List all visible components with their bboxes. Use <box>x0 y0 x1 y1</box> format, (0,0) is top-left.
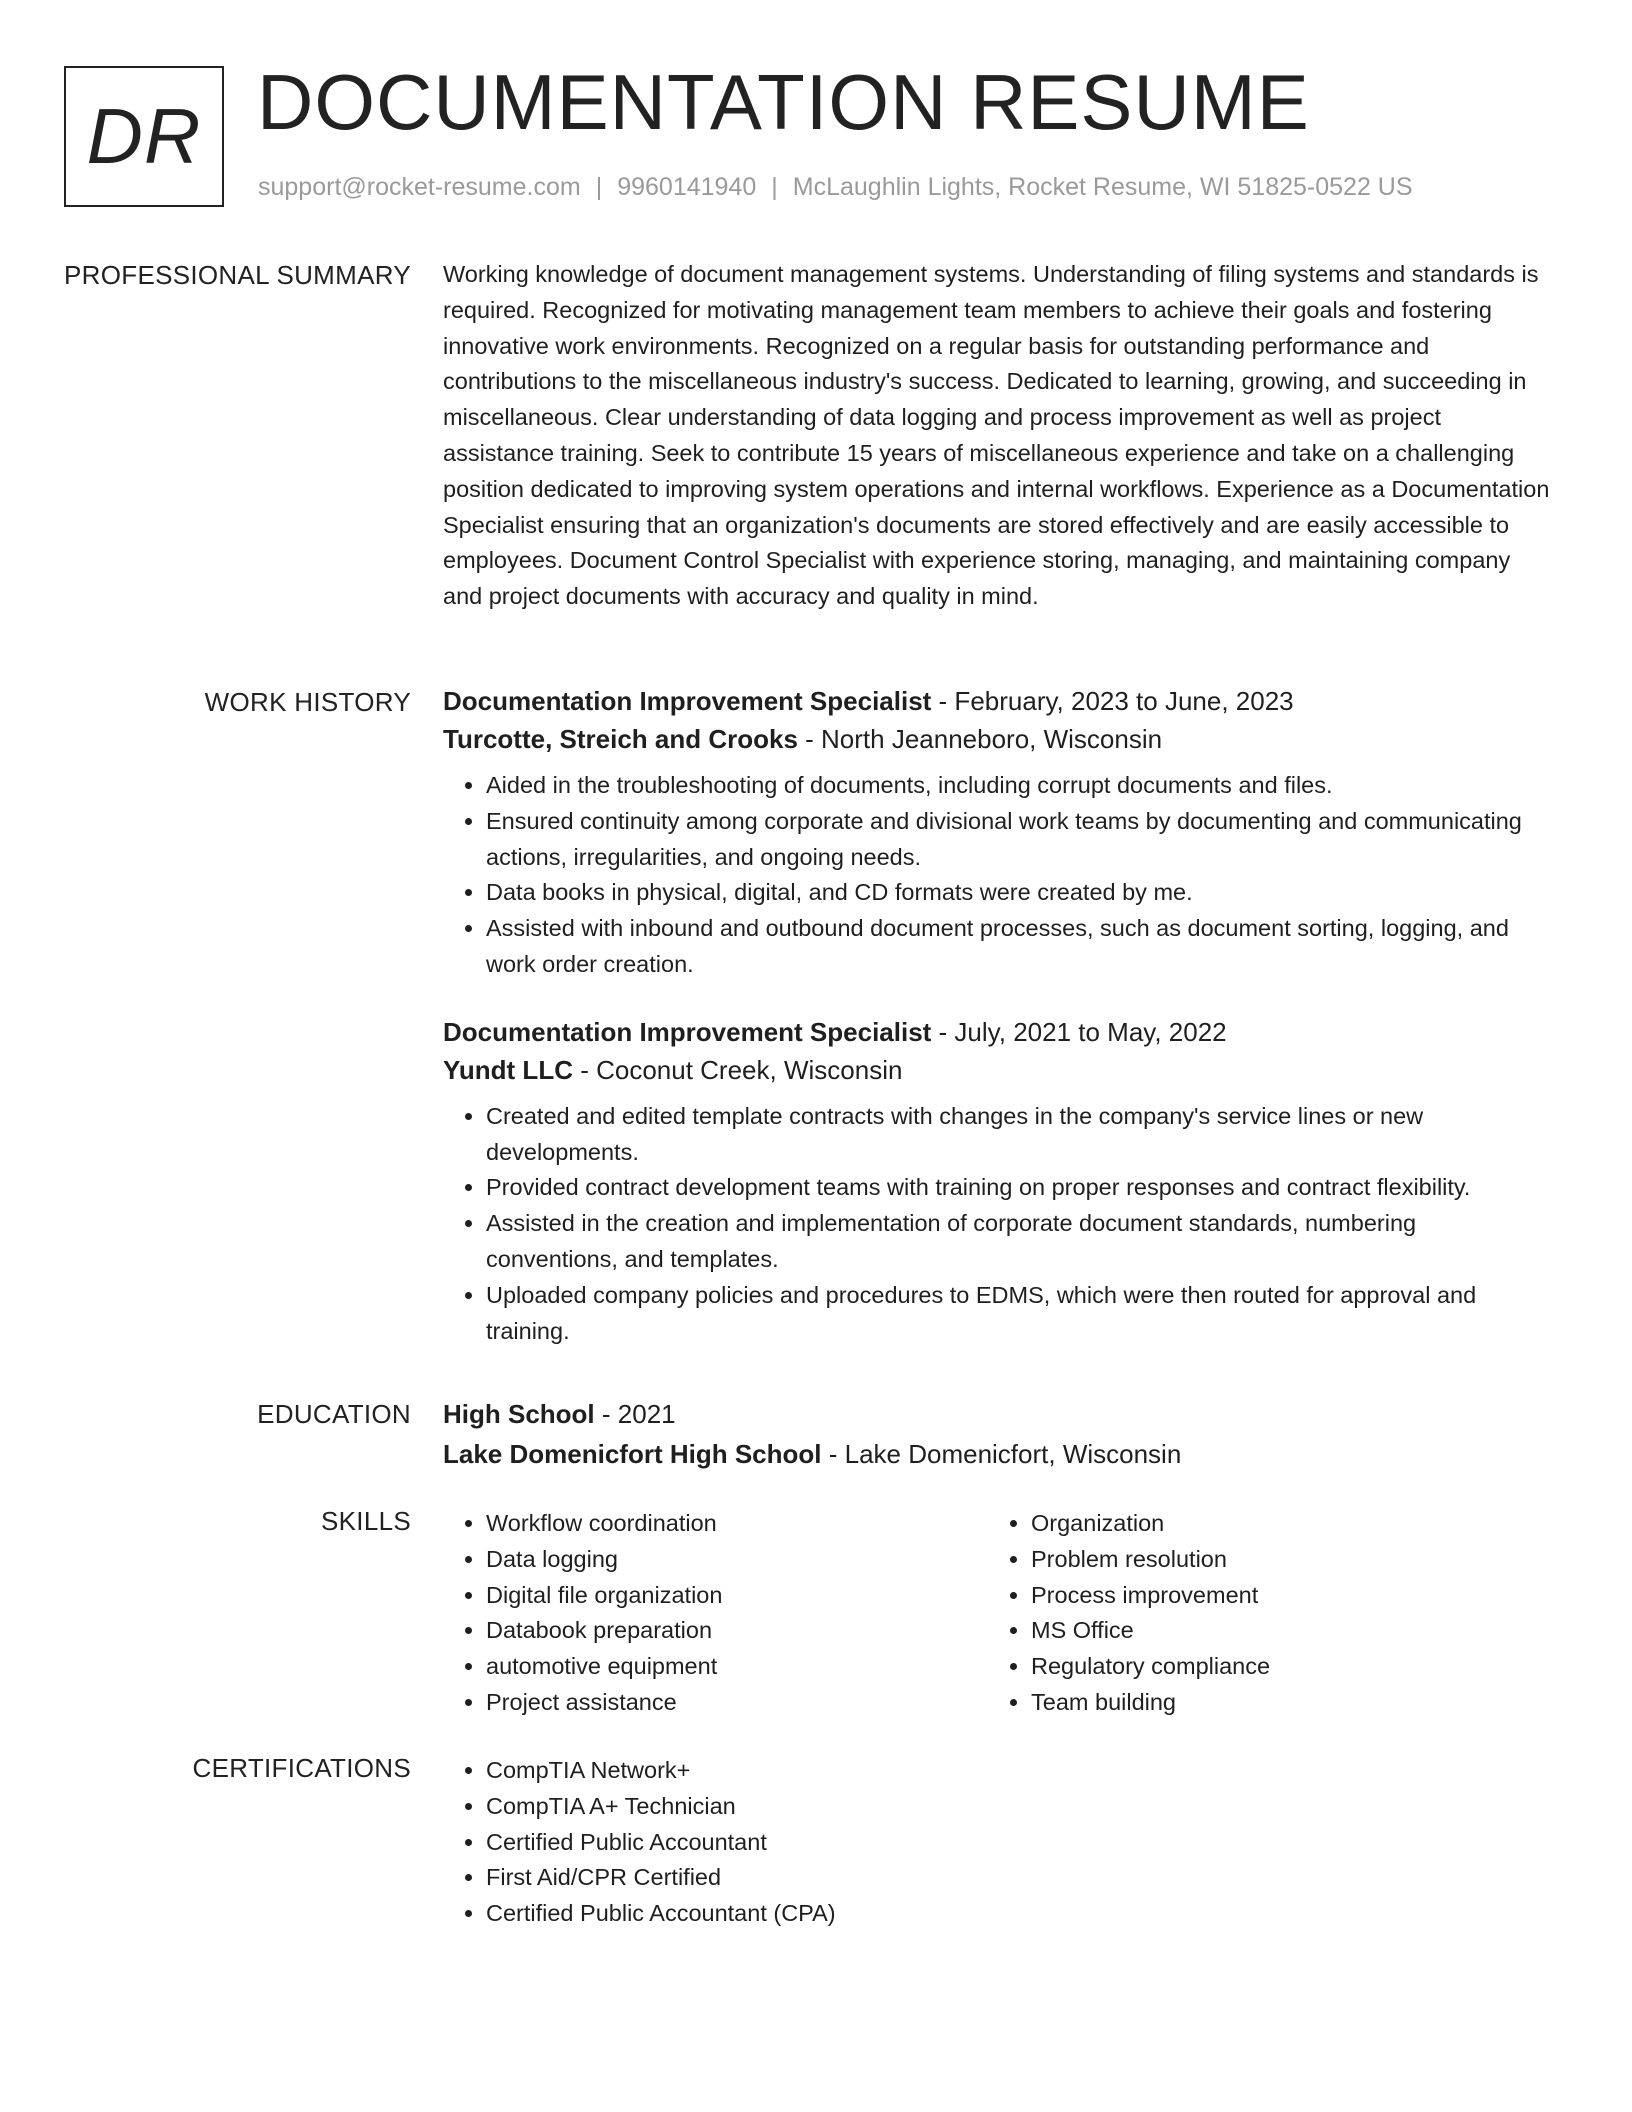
education-school-line <box>443 1434 1553 1474</box>
company-line <box>443 1051 1553 1089</box>
summary-content <box>443 257 1553 615</box>
section-label-certifications: CERTIFICATIONS <box>192 1753 411 1783</box>
skill-item: • Data logging <box>486 1542 986 1578</box>
job-title: Documentation Improvement Specialist <box>443 686 932 716</box>
skill-item: • Problem resolution <box>1031 1542 1531 1578</box>
job-bullet: • Assisted with inbound and outbound document processes, such as document sorting, logging, and work order creation. <box>486 911 1553 983</box>
company-name: Yundt LLC <box>443 1054 573 1085</box>
skill-item: • Process improvement <box>1031 1578 1531 1614</box>
contact-separator: | <box>595 173 603 201</box>
certification-item: • Certified Public Accountant <box>486 1825 1553 1861</box>
company-location: - North Jeanneboro, Wisconsin <box>797 724 1163 754</box>
job-bullets <box>443 1099 1553 1350</box>
skill-item: • Regulatory compliance <box>1031 1649 1531 1685</box>
section-label-skills: SKILLS <box>321 1506 411 1536</box>
skill-item: • Databook preparation <box>486 1613 986 1649</box>
certifications-list <box>443 1753 1553 1932</box>
job-bullets <box>443 768 1553 983</box>
contact-separator: | <box>771 173 778 201</box>
company-location: - Coconut Creek, Wisconsin <box>572 1054 903 1085</box>
job-bullet: • Ensured continuity among corporate and divisional work teams by documenting and communicating actions, irregularities, and ongoing needs. <box>486 804 1553 876</box>
section-label-education: EDUCATION <box>257 1399 411 1429</box>
certification-item: • CompTIA A+ Technician <box>486 1789 1553 1825</box>
job-dates: - February, 2023 to June, 2023 <box>931 686 1294 716</box>
job-entry <box>443 682 1553 983</box>
job-bullet: • Aided in the troubleshooting of documents, including corrupt documents and files. <box>486 768 1553 804</box>
job-bullet: • Assisted in the creation and implementation of corporate document standards, numbering conventions, and templates. <box>486 1206 1553 1278</box>
section-label-summary: PROFESSIONAL SUMMARY <box>64 260 411 290</box>
education-degree-line <box>443 1394 1553 1434</box>
skill-item: • Team building <box>1031 1685 1531 1721</box>
skill-item: • Digital file organization <box>486 1578 986 1614</box>
education-school: Lake Domenicfort High School <box>443 1439 822 1469</box>
certifications-content <box>443 1753 1553 1932</box>
job-bullet: • Uploaded company policies and procedures to EDMS, which were then routed for approval and training. <box>486 1278 1553 1350</box>
education-degree: High School <box>443 1399 595 1429</box>
job-title: Documentation Improvement Specialist <box>443 1016 932 1047</box>
summary-text: Working knowledge of document management systems. Understanding of filing systems and standards is required. Recognized for motivating management team members to achieve their goals and fostering innovative work environments. Recognized on a regular basis for outstanding performance and contributions to the miscellaneous industry's success. Dedicated to learning, growing, and succeeding in miscellaneous. Clear understanding of data logging and process improvement as well as project assistance training. Seek to contribute 15 years of miscellaneous experience and take on a challenging position dedicated to improving system operations and internal workflows. Experience as a Documentation Specialist ensuring that an organization's documents are stored effectively and are easily accessible to employees. Document Control Specialist with experience storing, managing, and maintaining company and project documents with accuracy and quality in mind. <box>443 261 1550 610</box>
skill-item: • Project assistance <box>486 1685 986 1721</box>
monogram-badge: DR <box>64 66 224 207</box>
skills-column-left <box>443 1506 986 1721</box>
skill-item: • automotive equipment <box>486 1649 986 1685</box>
job-bullet: • Created and edited template contracts with changes in the company's service lines or new developments. <box>486 1099 1553 1171</box>
certification-item: • First Aid/CPR Certified <box>486 1860 1553 1896</box>
skills-column-right <box>986 1506 1531 1721</box>
contact-address: McLaughlin Lights, Rocket Resume, WI 51825-0522 US <box>792 173 1413 201</box>
job-title-line <box>443 682 1553 720</box>
company-name: Turcotte, Streich and Crooks <box>443 724 798 754</box>
company-line <box>443 720 1553 758</box>
certification-item: • CompTIA Network+ <box>486 1753 1553 1789</box>
resume-title: DOCUMENTATION RESUME <box>257 58 1310 146</box>
skill-item: • Workflow coordination <box>486 1506 986 1542</box>
certification-item: • Certified Public Accountant (CPA) <box>486 1896 1553 1932</box>
skill-item: • MS Office <box>1031 1613 1531 1649</box>
contact-phone[interactable]: 9960141940 <box>617 173 757 201</box>
contact-line <box>258 173 1413 202</box>
skills-content <box>443 1506 1553 1721</box>
skill-item: • Organization <box>1031 1506 1531 1542</box>
job-dates: - July, 2021 to May, 2022 <box>931 1016 1227 1047</box>
job-bullet: • Data books in physical, digital, and CD formats were created by me. <box>486 875 1553 911</box>
education-year: - 2021 <box>594 1399 676 1429</box>
contact-email[interactable]: support@rocket-resume.com <box>258 173 581 201</box>
education-location: - Lake Domenicfort, Wisconsin <box>821 1439 1182 1469</box>
work-history-content <box>443 682 1553 1349</box>
education-content <box>443 1394 1553 1474</box>
section-label-work-history: WORK HISTORY <box>204 687 411 717</box>
job-title-line <box>443 1013 1553 1051</box>
job-entry <box>443 1013 1553 1350</box>
job-bullet: • Provided contract development teams with training on proper responses and contract flexibility. <box>486 1170 1553 1206</box>
